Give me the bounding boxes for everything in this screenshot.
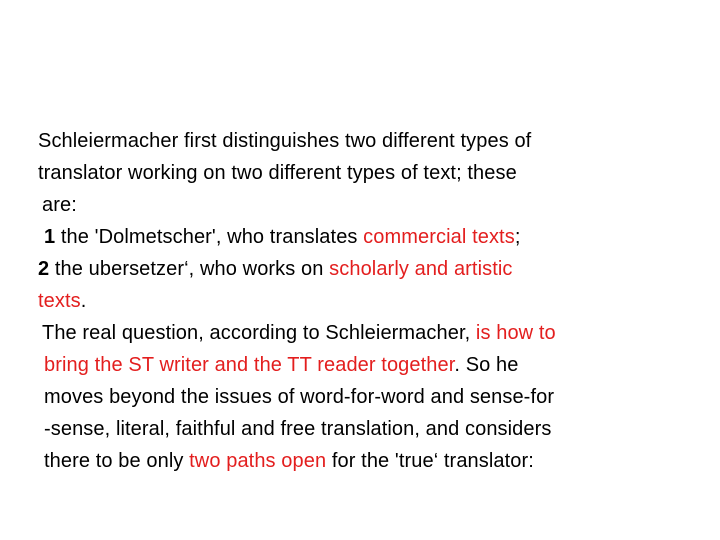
list-item-1-highlight: commercial texts	[363, 226, 515, 248]
para2-line-1-text: The real question, according to Schleiermacher,	[42, 322, 476, 344]
intro-line-1: Schleiermacher first distinguishes two different types of	[38, 130, 532, 152]
list-item-2-number: 2	[38, 258, 50, 280]
list-item-2-text: the ubersetzer‘, who works on	[49, 258, 330, 280]
para2-line-3: moves beyond the issues of word-for-word and sense-for	[44, 386, 555, 408]
para2-line-5-highlight: two paths open	[189, 450, 327, 472]
list-item-2	[38, 256, 513, 282]
list-item-2-highlight-cont: texts	[38, 290, 81, 312]
para2-line-2	[44, 352, 518, 378]
list-item-1-number: 1	[44, 226, 56, 248]
para2-line-1	[42, 320, 556, 346]
para2-line-2-text: . So he	[454, 354, 519, 376]
list-item-2-cont	[38, 288, 86, 314]
list-item-1-text: the 'Dolmetscher', who translates	[55, 226, 364, 248]
list-item-1-end: ;	[514, 226, 521, 248]
para2-line-5	[44, 448, 534, 474]
intro-line-3: are:	[42, 194, 77, 216]
list-item-2-end: .	[80, 290, 87, 312]
para2-line-5-text: there to be only	[44, 450, 190, 472]
para2-line-4: -sense, literal, faithful and free translation, and considers	[44, 418, 552, 440]
intro-line-2: translator working on two different types of text; these	[38, 162, 517, 184]
list-item-2-highlight: scholarly and artistic	[329, 258, 513, 280]
para2-line-1-highlight: is how to	[475, 322, 556, 344]
list-item-1	[44, 224, 520, 250]
para2-line-2-highlight: bring the ST writer and the TT reader together	[44, 354, 455, 376]
para2-line-5-end: for the 'true‘ translator:	[326, 450, 534, 472]
